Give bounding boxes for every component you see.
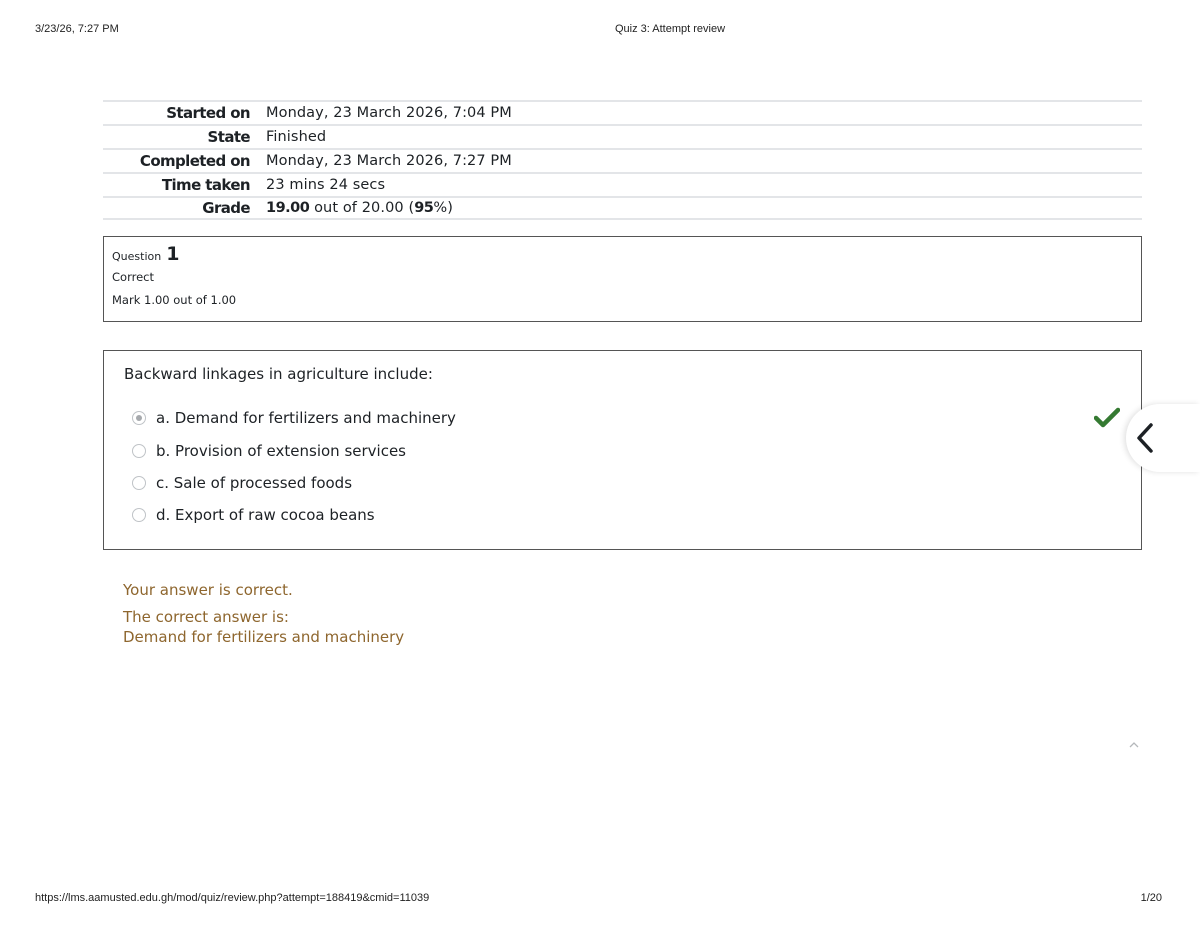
question-text: Backward linkages in agriculture include:	[124, 365, 433, 383]
answer-option-d[interactable]	[132, 506, 375, 524]
summary-row-started	[103, 100, 1142, 124]
open-drawer-button[interactable]	[1126, 404, 1200, 472]
summary-row-completed	[103, 148, 1142, 172]
answer-option-b[interactable]	[132, 442, 406, 460]
answer-label: a. Demand for fertilizers and machinery	[156, 409, 456, 427]
radio-button[interactable]	[132, 444, 146, 458]
check-icon	[1094, 407, 1120, 429]
summary-row-time-taken	[103, 172, 1142, 196]
print-url: https://lms.aamusted.edu.gh/mod/quiz/review.php?attempt=188419&cmid=11039	[35, 892, 430, 904]
question-prefix: Question	[112, 250, 162, 263]
summary-value: Finished	[266, 129, 327, 145]
question-number	[112, 243, 1133, 265]
radio-button[interactable]	[132, 508, 146, 522]
answer-label: d. Export of raw cocoa beans	[156, 506, 375, 524]
grade-value	[250, 200, 453, 216]
summary-label: Time taken	[161, 176, 250, 194]
question-content-box	[103, 350, 1142, 550]
question-number-value: 1	[166, 243, 180, 265]
question-state: Correct	[112, 270, 154, 284]
chevron-left-icon	[1134, 422, 1156, 454]
print-datetime: 3/23/26, 7:27 PM	[35, 23, 119, 35]
question-feedback	[123, 581, 404, 648]
grade-percent: 95	[414, 200, 434, 216]
grade-out-of: out of 20.00 (	[309, 200, 415, 216]
radio-button[interactable]	[132, 411, 146, 425]
radio-button[interactable]	[132, 476, 146, 490]
summary-value: 23 mins 24 secs	[266, 177, 386, 193]
summary-row-grade	[103, 196, 1142, 220]
summary-label: State	[207, 128, 250, 146]
grade-label: Grade	[202, 199, 250, 217]
attempt-summary-table	[103, 100, 1142, 220]
chevron-up-icon[interactable]	[1128, 740, 1140, 750]
question-mark: Mark 1.00 out of 1.00	[112, 293, 237, 307]
answer-option-c[interactable]	[132, 474, 352, 492]
print-page-number: 1/20	[1140, 892, 1162, 904]
grade-percent-suffix: %)	[433, 200, 454, 216]
feedback-result: Your answer is correct.	[123, 581, 293, 599]
grade-score: 19.00	[266, 200, 310, 216]
answer-label: b. Provision of extension services	[156, 442, 406, 460]
answer-option-a[interactable]	[132, 409, 456, 427]
feedback-correct-answer: Demand for fertilizers and machinery	[123, 628, 405, 646]
answer-label: c. Sale of processed foods	[156, 474, 353, 492]
print-page-title: Quiz 3: Attempt review	[614, 23, 726, 35]
summary-label: Completed on	[139, 152, 250, 170]
summary-row-state	[103, 124, 1142, 148]
summary-value: Monday, 23 March 2026, 7:04 PM	[266, 105, 512, 121]
print-header	[0, 23, 1200, 37]
summary-value: Monday, 23 March 2026, 7:27 PM	[266, 153, 512, 169]
feedback-correct-label: The correct answer is:	[123, 608, 289, 626]
summary-label: Started on	[166, 104, 250, 122]
print-footer	[0, 892, 1200, 906]
question-info-box	[103, 236, 1142, 322]
